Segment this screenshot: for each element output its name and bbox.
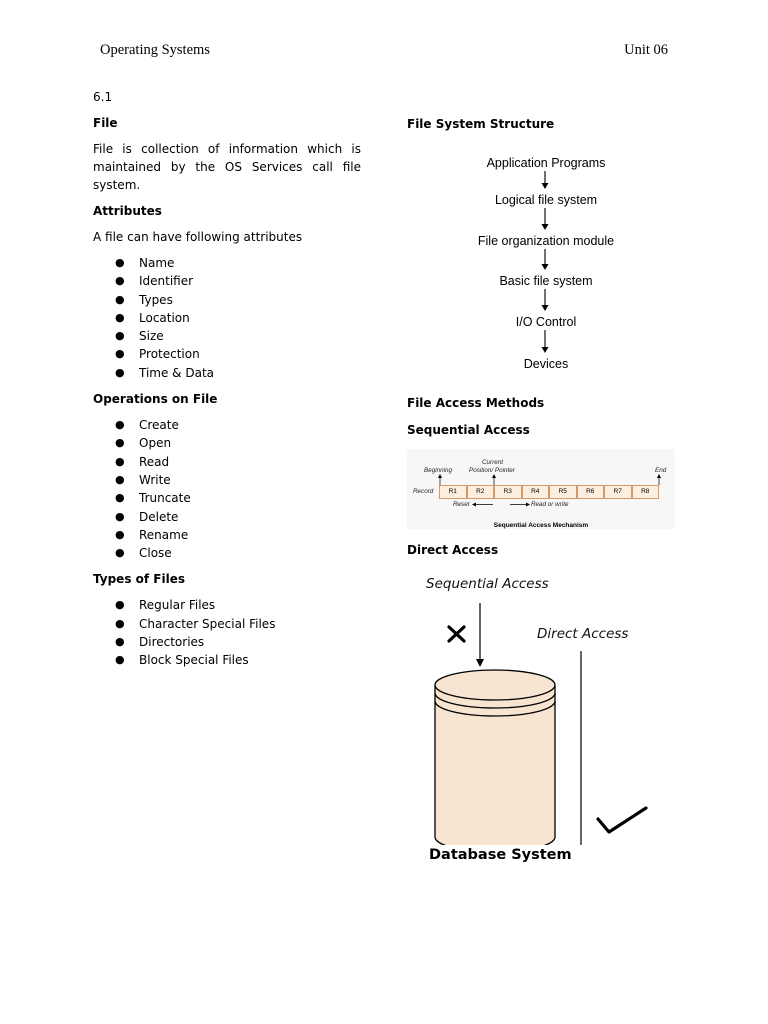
fs-layer-box: Logical file system xyxy=(494,193,598,207)
attributes-heading: Attributes xyxy=(93,204,162,218)
list-item: ● Write xyxy=(139,471,361,489)
list-item: ● Directories xyxy=(139,633,361,651)
sequential-arrows xyxy=(407,449,675,519)
list-item: ● Close xyxy=(139,544,361,562)
list-item: ● Read xyxy=(139,453,361,471)
bullet-icon: ● xyxy=(115,292,125,306)
bullet-icon: ● xyxy=(115,329,125,343)
database-cylinder-icon xyxy=(435,670,555,845)
file-heading: File xyxy=(93,116,118,130)
file-access-heading: File Access Methods xyxy=(407,396,545,410)
list-item: ● Open xyxy=(139,434,361,452)
record-label: Record xyxy=(413,488,434,495)
direct-access-label: Direct Access xyxy=(537,626,629,642)
list-item: ● Location xyxy=(139,309,361,327)
list-item: ● Rename xyxy=(139,526,361,544)
cross-icon xyxy=(449,627,464,641)
list-item: ● Protection xyxy=(139,345,361,363)
bullet-icon: ● xyxy=(115,418,125,432)
fs-layer-box: File organization module xyxy=(477,234,615,248)
bullet-icon: ● xyxy=(115,472,125,486)
checkmark-icon xyxy=(598,808,646,832)
bullet-icon: ● xyxy=(115,436,125,450)
record-cell: R6 xyxy=(577,485,605,499)
reset-label: Reset xyxy=(453,501,470,508)
operations-heading: Operations on File xyxy=(93,392,218,407)
record-cell: R1 xyxy=(439,485,467,499)
record-cell: R2 xyxy=(467,485,495,499)
bullet-icon: ● xyxy=(115,256,125,269)
database-diagram xyxy=(407,575,677,845)
fs-layer-box: Devices xyxy=(523,357,569,371)
direct-access-heading: Direct Access xyxy=(407,543,499,557)
bullet-icon: ● xyxy=(115,454,125,468)
types-heading: Types of Files xyxy=(93,572,185,587)
bullet-icon: ● xyxy=(115,635,125,649)
fs-layer-box: Basic file system xyxy=(499,274,593,288)
list-item: ● Delete xyxy=(139,508,361,526)
current-label-line1: Current xyxy=(482,459,503,466)
list-item: ● Regular Files xyxy=(139,596,361,614)
list-item: ● Time & Data xyxy=(139,364,361,382)
list-item: ● Truncate xyxy=(139,489,361,507)
bullet-icon: ● xyxy=(115,546,125,560)
list-item: ● Size xyxy=(139,327,361,345)
bullet-icon: ● xyxy=(115,653,125,667)
sequential-access-heading: Sequential Access xyxy=(407,423,530,437)
bullet-icon: ● xyxy=(115,598,125,612)
read-write-label: Read or write xyxy=(531,501,569,508)
list-item: ● Identifier xyxy=(139,272,361,290)
types-list xyxy=(93,596,361,669)
bullet-icon: ● xyxy=(115,509,125,523)
bullet-icon: ● xyxy=(115,616,125,630)
record-cell: R4 xyxy=(522,485,550,499)
record-cell: R5 xyxy=(549,485,577,499)
attributes-intro: A file can have following attributes xyxy=(93,230,303,244)
operations-list xyxy=(93,416,361,562)
current-label-line2: Position/ Pointer xyxy=(469,467,515,474)
list-item: ● Types xyxy=(139,291,361,309)
bullet-icon: ● xyxy=(115,365,125,379)
sequential-figure-caption: Sequential Access Mechanism xyxy=(493,522,589,529)
list-item: ● Block Special Files xyxy=(139,651,361,669)
fs-layer-box: Application Programs xyxy=(486,156,606,170)
record-cell: R3 xyxy=(494,485,522,499)
section-number: 6.1 xyxy=(93,90,113,104)
list-item: ● Create xyxy=(139,416,361,434)
bullet-icon: ● xyxy=(115,491,125,505)
header-right: Unit 06 xyxy=(624,42,668,58)
file-system-structure-diagram xyxy=(407,147,677,377)
file-description: File is collection of information which is maintained by the OS Services call file system. xyxy=(93,142,361,192)
bullet-icon: ● xyxy=(115,347,125,361)
bullet-icon: ● xyxy=(115,274,125,288)
bullet-icon: ● xyxy=(115,527,125,541)
database-system-caption: Database System xyxy=(429,847,572,863)
list-item: ● Name xyxy=(139,254,361,272)
fs-layer-box: I/O Control xyxy=(515,315,577,329)
end-label: End xyxy=(655,467,667,474)
record-cell: R7 xyxy=(604,485,632,499)
list-item: ● Character Special Files xyxy=(139,615,361,633)
header-left: Operating Systems xyxy=(100,42,210,58)
record-cell: R8 xyxy=(632,485,660,499)
sequential-access-figure xyxy=(407,449,675,529)
sequential-access-label: Sequential Access xyxy=(426,576,549,592)
fs-arrows xyxy=(407,147,685,377)
attributes-list xyxy=(93,254,361,382)
direct-access-figure xyxy=(407,575,677,875)
bullet-icon: ● xyxy=(115,310,125,324)
fs-structure-heading: File System Structure xyxy=(407,117,555,131)
beginning-label: Beginning xyxy=(424,467,453,474)
left-column xyxy=(93,88,361,678)
